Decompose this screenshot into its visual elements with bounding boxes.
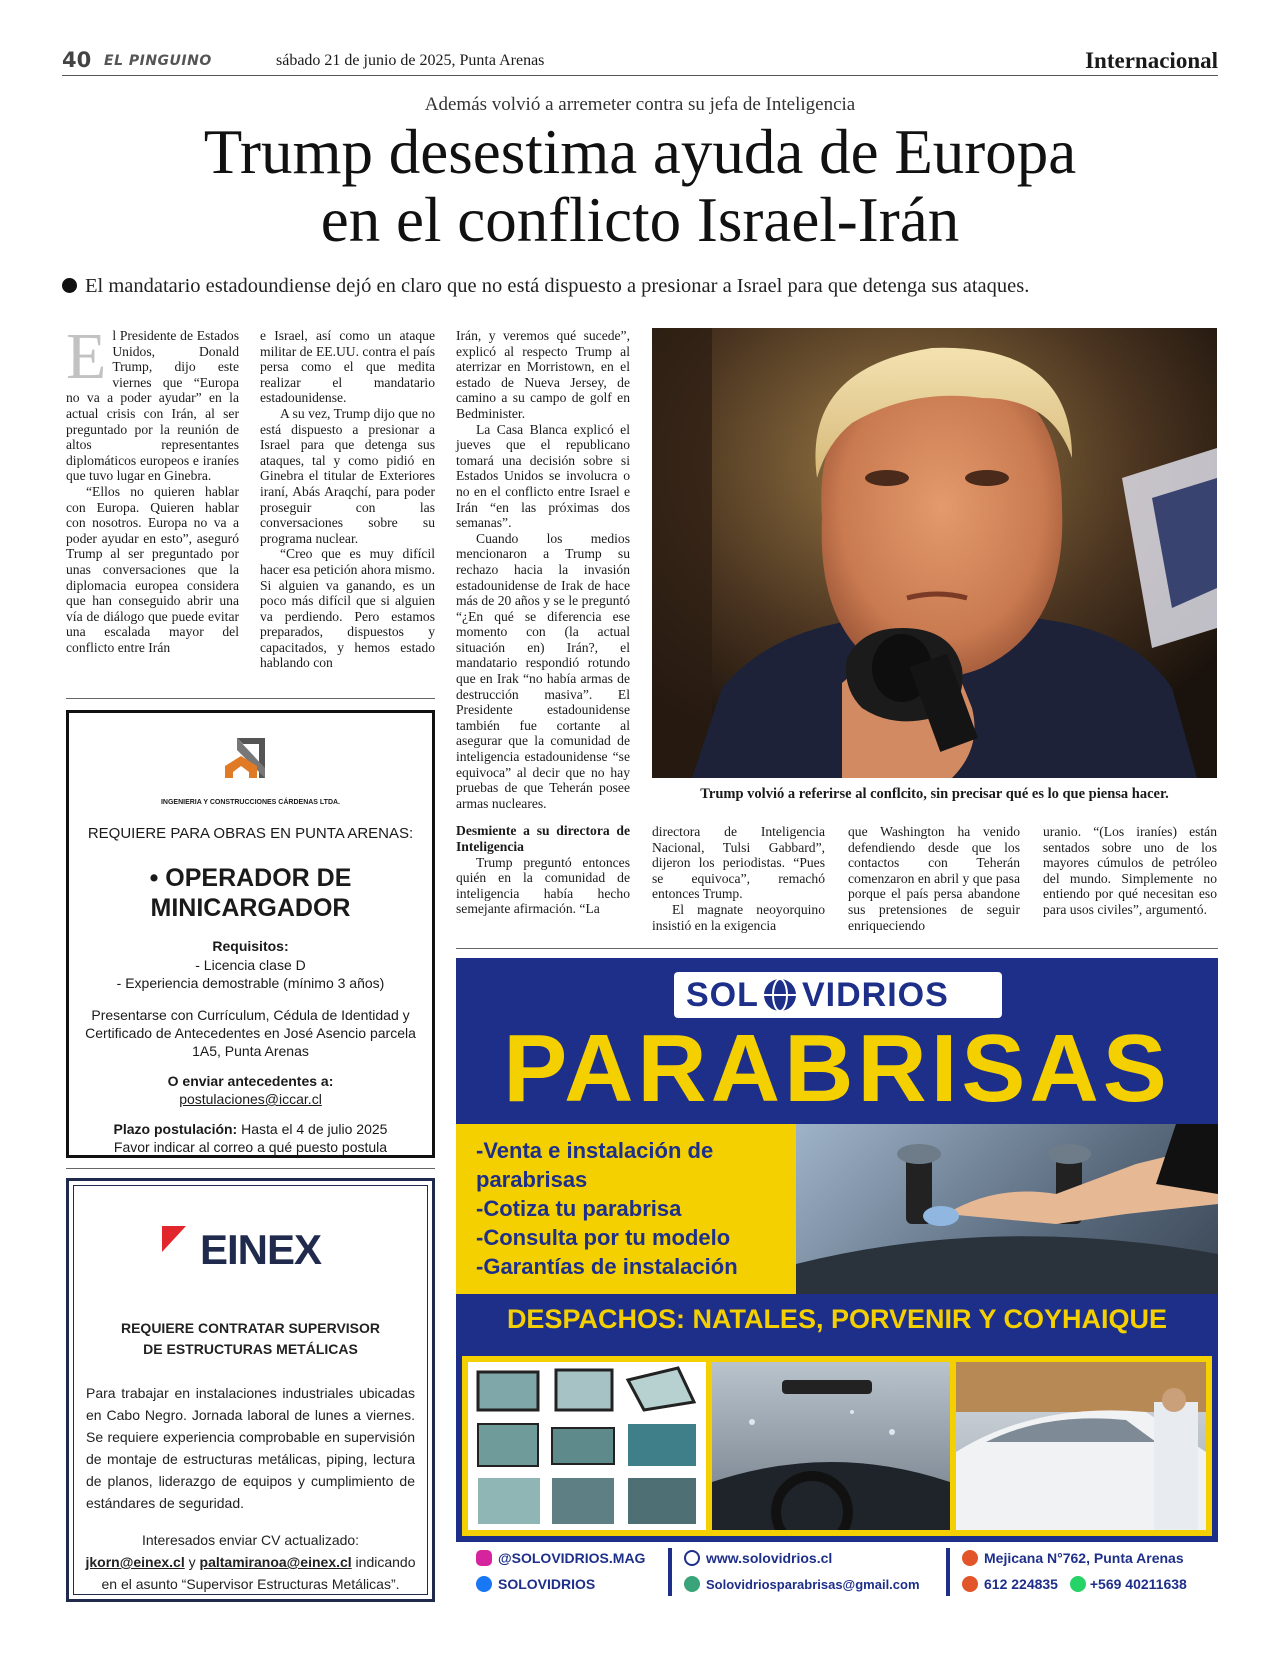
cardenas-company-name: INGENIERIA Y CONSTRUCCIONES CÁRDENAS LTDA. bbox=[160, 799, 341, 806]
services-list bbox=[476, 1136, 738, 1281]
glass-catalog-photo bbox=[468, 1362, 706, 1530]
logo-text-right: VIDRIOS bbox=[802, 976, 949, 1014]
service-item: -Consulta por tu modelo bbox=[476, 1225, 731, 1250]
article-paragraph: La Casa Blanca explicó el jueves que el republicano tomará una decisión sobre si Estados Unidos se involucra o no en el conflicto entre Israel e Irán “en las próximas dos semanas”. bbox=[456, 421, 630, 531]
position-line-2: MINICARGADOR bbox=[150, 894, 351, 922]
einex-cta-tail: indicando bbox=[351, 1554, 416, 1570]
article-column-6 bbox=[1043, 824, 1217, 918]
installer-photo bbox=[956, 1362, 1206, 1530]
article-paragraph: El magnate neoyorquino insistió en la exigencia bbox=[652, 901, 825, 933]
date-line: sábado 21 de junio de 2025, Punta Arenas bbox=[276, 52, 545, 69]
page-folio bbox=[62, 48, 1218, 76]
whatsapp-text[interactable]: +569 40211638 bbox=[1089, 1576, 1187, 1592]
facebook-icon bbox=[476, 1576, 492, 1592]
deadline-note: Favor indicar al correo a qué puesto postula bbox=[113, 1139, 388, 1155]
page-number: 40 bbox=[62, 48, 92, 72]
whatsapp-icon bbox=[1070, 1576, 1086, 1592]
photo-strip bbox=[462, 1356, 1212, 1536]
apply-line: 1A5, Punta Arenas bbox=[192, 1043, 309, 1059]
address-text: Mejicana N°762, Punta Arenas bbox=[984, 1550, 1184, 1566]
parabrisas-headline: PARABRISAS bbox=[503, 1015, 1171, 1122]
services-panel bbox=[456, 1124, 796, 1294]
einex-cta-line: en el asunto “Supervisor Estructuras Metálicas”. bbox=[101, 1576, 400, 1592]
einex-body: Para trabajar en instalaciones industriales ubicadas en Cabo Negro. Jornada laboral de lunes a viernes. Se requiere experiencia comprobable en supervisión de montaje de estructuras metálicas, piping, lectura de planos, liderazgo de equipos y cumplimiento de estándares de seguridad. bbox=[86, 1385, 415, 1511]
job-ad-einex bbox=[66, 1178, 435, 1602]
mail-icon bbox=[684, 1576, 700, 1592]
einex-title-line: DE ESTRUCTURAS METÁLICAS bbox=[143, 1341, 358, 1357]
solovidrios-logo bbox=[674, 972, 1002, 1018]
article-paragraph: l Presidente de Estados Unidos, Donald Trump, dijo este viernes que “Europa no va a poder ayudar” en la actual crisis con Irán, al ser preguntado por la reunión de altos representantes diplomáticos europeos e iraníes que tuvo lugar en Ginebra. bbox=[66, 328, 239, 484]
einex-cta-line: Interesados enviar CV actualizado: bbox=[141, 1532, 360, 1548]
article-paragraph: uranio. “(Los iraníes) están sentados sobre uno de los mayores cúmulos de petróleo del mundo. Simplemente no entiendo por qué necesitan eso para usos civiles”, argumentó. bbox=[1043, 824, 1217, 917]
apply-line: Certificado de Antecedentes en José Asencio parcela bbox=[85, 1025, 416, 1041]
address bbox=[962, 1550, 1184, 1566]
article-column-2 bbox=[260, 328, 435, 671]
apply-instructions bbox=[69, 1006, 432, 1060]
ad-solovidrios bbox=[456, 958, 1218, 1603]
deadline-label: Plazo postulación: bbox=[113, 1121, 238, 1137]
einex-cta bbox=[74, 1529, 427, 1595]
article-paragraph: “Creo que es muy difícil hacer esa petición ahora mismo. Si alguien va ganando, es un poco más difícil que si alguien va perdiendo. Pero estamos preparados, dispuestos y capacitados, y hemos estado hablando con bbox=[260, 546, 435, 671]
footer-divider bbox=[946, 1548, 950, 1596]
requirement-item: - Experiencia demostrable (mínimo 3 años) bbox=[116, 975, 385, 991]
trump-portrait-image bbox=[652, 328, 1217, 778]
send-title: O enviar antecedentes a: bbox=[167, 1073, 334, 1089]
rainy-windshield-photo bbox=[712, 1362, 950, 1530]
position-line-1: • OPERADOR DE bbox=[149, 864, 352, 892]
einex-logo-text: EINEX bbox=[200, 1226, 322, 1273]
cardenas-logo bbox=[197, 728, 307, 798]
article-column-3 bbox=[456, 328, 630, 917]
phone-icon bbox=[962, 1576, 978, 1592]
glass-catalog-image bbox=[468, 1362, 706, 1530]
website-text: www.solovidrios.cl bbox=[706, 1550, 833, 1566]
einex-inner-border bbox=[73, 1185, 428, 1595]
footer-divider bbox=[668, 1548, 672, 1596]
cardenas-email-link[interactable]: postulaciones@iccar.cl bbox=[179, 1091, 322, 1107]
article-paragraph: Cuando los medios mencionaron a Trump su rechazo hacia la invasión estadounidense de Irak de hace más de 20 años y se le preguntó “¿En qué se diferencia ese momento con (la actual situación en) Irán?, el mandatario respondió rotundo que en Irak “no había armas de destrucción masiva”. El Presidente estadounidense también fue cortante al asegurar que la comunidad de inteligencia estadounidense “se equivoca” al decir que no hay pruebas de que Teherán posee armas nucleares. bbox=[456, 530, 630, 811]
service-item: parabrisas bbox=[476, 1167, 588, 1192]
instagram-handle[interactable] bbox=[476, 1550, 645, 1566]
phone-text[interactable]: 612 224835 bbox=[984, 1576, 1058, 1592]
deadline bbox=[69, 1121, 432, 1137]
article-column-4 bbox=[652, 824, 825, 933]
article-headline bbox=[62, 118, 1218, 254]
installer-image bbox=[956, 1362, 1206, 1530]
windshield-install-photo bbox=[796, 1124, 1218, 1294]
despachos-banner: DESPACHOS: NATALES, PORVENIR Y COYHAIQUE bbox=[506, 1304, 1168, 1334]
photo-caption: Trump volvió a referirse al conflcito, sin precisar qué es lo que piensa hacer. bbox=[700, 786, 1169, 802]
divider bbox=[66, 1168, 435, 1169]
email-link[interactable] bbox=[684, 1576, 920, 1592]
einex-email-1[interactable]: jkorn@einex.cl bbox=[85, 1554, 185, 1570]
article-column-1 bbox=[66, 320, 239, 655]
article-photo bbox=[652, 328, 1217, 778]
location-pin-icon bbox=[962, 1550, 978, 1566]
email-text: Solovidriosparabrisas@gmail.com bbox=[706, 1577, 920, 1592]
article-kicker: Además volvió a arremeter contra su jefa de Inteligencia bbox=[424, 94, 856, 115]
service-item: -Cotiza tu parabrisa bbox=[476, 1196, 682, 1221]
article-paragraph: directora de Inteligencia Nacional, Tulsi Gabbard”, dijeron los periodistas. “Pues se equivoca”, remachó entonces Trump. bbox=[652, 824, 825, 902]
bullet-icon bbox=[62, 278, 77, 293]
article-paragraph: que Washington ha venido defendiendo desde que los contactos con Teherán comenzaron en abril y que pasa porque el país persa abandone sus pretensiones de seguir enriqueciendo bbox=[848, 824, 1020, 933]
deadline-value: Hasta el 4 de julio 2025 bbox=[237, 1121, 388, 1137]
ad-position-title bbox=[69, 863, 432, 923]
lead-text: El mandatario estadoundiense dejó en claro que no está dispuesto a presionar a Israel para que detenga sus ataques. bbox=[85, 275, 1030, 297]
contact-footer bbox=[456, 1542, 1218, 1603]
job-ad-cardenas bbox=[66, 710, 435, 1158]
article-paragraph: Irán, y veremos qué sucede”, explicó al respecto Trump al aterrizar en Morristown, en el estado de Nueva Jersey, de camino a su campo de golf en Bedminister. bbox=[456, 328, 630, 421]
facebook-text: SOLOVIDRIOS bbox=[498, 1576, 596, 1592]
instagram-text: @SOLOVIDRIOS.MAG bbox=[498, 1550, 646, 1566]
einex-email-2[interactable]: paltamiranoa@einex.cl bbox=[199, 1554, 352, 1570]
globe-icon bbox=[762, 977, 798, 1013]
newspaper-brand: EL PINGUINO bbox=[104, 53, 212, 69]
einex-logo bbox=[158, 1226, 348, 1273]
logo-text-left: SOL bbox=[686, 976, 759, 1014]
article-paragraph: e Israel, así como un ataque militar de EE.UU. contra el país persa como el que medita realizar el mandatario estadounidense. bbox=[260, 328, 435, 406]
web-icon bbox=[684, 1550, 700, 1566]
website-link[interactable] bbox=[684, 1550, 832, 1566]
article-column-5 bbox=[848, 824, 1020, 933]
einex-title-line: REQUIERE CONTRATAR SUPERVISOR bbox=[120, 1320, 381, 1336]
instagram-icon bbox=[476, 1550, 492, 1566]
requirement-item: - Licencia clase D bbox=[195, 957, 306, 973]
article-paragraph: Trump preguntó entonces quién en la comunidad de inteligencia había hecho semejante afirmación. “La bbox=[456, 854, 630, 917]
einex-and: y bbox=[184, 1554, 200, 1570]
article-paragraph: A su vez, Trump dijo que no está dispuesto a presionar a Israel para que detenga sus ataques, tal y como pidió en Ginebra el titular de Exteriores iraní, Abás Araqchí, para poder proseguir con las conversaciones sobre su programa nuclear. bbox=[260, 405, 435, 546]
headline-line-2: en el conflicto Israel-Irán bbox=[320, 185, 960, 255]
phones bbox=[962, 1576, 1187, 1592]
headline-line-1: Trump desestima ayuda de Europa bbox=[203, 117, 1077, 187]
service-item: -Garantías de instalación bbox=[476, 1254, 738, 1279]
einex-mark-icon bbox=[158, 1226, 198, 1260]
facebook-handle[interactable] bbox=[476, 1576, 595, 1592]
article-subhead: Desmiente a su directora de Inteligencia bbox=[456, 823, 630, 854]
einex-title bbox=[74, 1318, 427, 1360]
dropcap: E bbox=[66, 320, 107, 393]
requirements-title: Requisitos: bbox=[212, 938, 289, 954]
apply-line: Presentarse con Currículum, Cédula de Identidad y bbox=[91, 1007, 410, 1023]
rainy-windshield-image bbox=[712, 1362, 950, 1530]
divider bbox=[456, 948, 1218, 949]
service-item: -Venta e instalación de bbox=[476, 1138, 714, 1163]
windshield-install-image bbox=[796, 1124, 1218, 1294]
article-paragraph: “Ellos no quieren hablar con Europa. Quieren hablar con nosotros. Europa no va a poder ayudar en esto”, aseguró Trump al ser preguntado por unas conversaciones que la diplomacia europea considera que han conseguido abrir una vía de diálogo que puede evitar una escalada mayor del conflicto entre Irán bbox=[66, 483, 239, 655]
section-name: Internacional bbox=[1085, 48, 1218, 73]
ad-requires-text: REQUIERE PARA OBRAS EN PUNTA ARENAS: bbox=[87, 825, 414, 842]
divider bbox=[66, 698, 435, 699]
article-lead bbox=[62, 275, 1218, 298]
